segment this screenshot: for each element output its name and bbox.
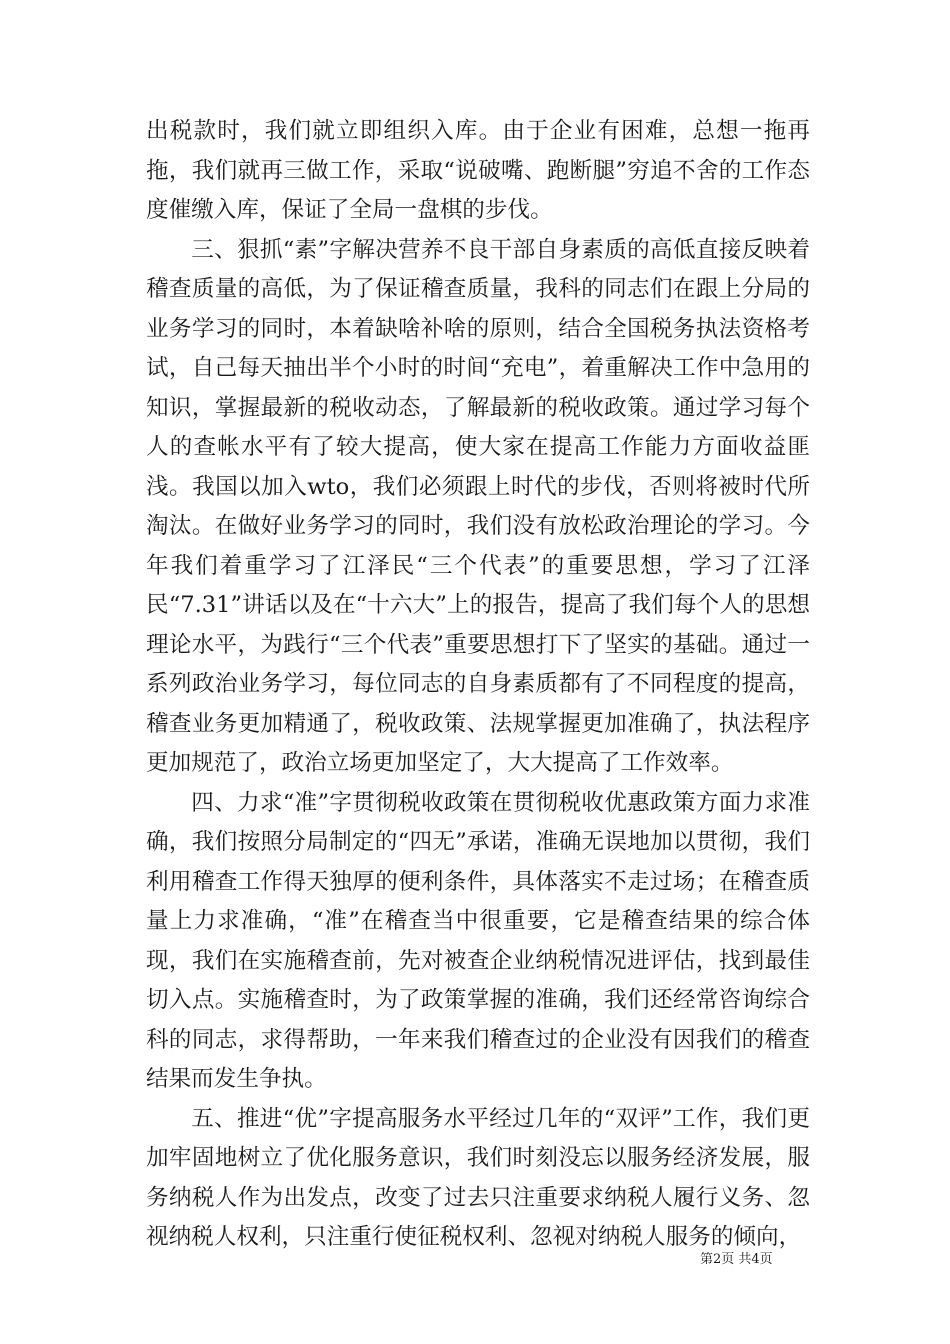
paragraph-1: 出税款时，我们就立即组织入库。由于企业有困难，总想一拖再拖，我们就再三做工作，采取“说破嘴、跑断腿”穷追不舍的工作态度催缴入库，保证了全局一盘棋的步伐。 (146, 118, 810, 223)
paragraph-3-section-four: 四、力求“准”字贯彻税收政策在贯彻税收优惠政策方面力求准确，我们按照分局制定的“四无”承诺，准确无误地加以贯彻，我们利用稽查工作得天独厚的便利条件，具体落实不走过场；在稽查质量上力求准确，“准”在稽查当中很重要，它是稽查结果的综合体现，我们在实施稽查前，先对被查企业纳税情况进评估，找到最佳切入点。实施稽查时，为了政策掌握的准确，我们还经常咨询综合科的同志，求得帮助，一年来我们稽查过的企业没有因我们的稽查结果而发生争执。 (146, 789, 810, 1092)
document-body (146, 112, 810, 1258)
page-number-footer: 第2页 共4页 (700, 1252, 773, 1267)
paragraph-4-section-five: 五、推进“优”字提高服务水平经过几年的“双评”工作，我们更加牢固地树立了优化服务意识，我们时刻没忘以服务经济发展，服务纳税人作为出发点，改变了过去只注重要求纳税人履行义务、忽视纳税人权利，只注重行使征税权利、忽视对纳税人服务的倾向， (146, 1105, 810, 1250)
paragraph-2-section-three: 三、狠抓“素”字解决营养不良干部自身素质的高低直接反映着稽查质量的高低，为了保证稽查质量，我科的同志们在跟上分局的业务学习的同时，本着缺啥补啥的原则，结合全国税务执法资格考试，自己每天抽出半个小时的时间“充电”，着重解决工作中急用的知识，掌握最新的税收动态，了解最新的税收政策。通过学习每个人的查帐水平有了较大提高，使大家在提高工作能力方面收益匪浅。我国以加入wto，我们必须跟上时代的步伐，否则将被时代所淘汰。在做好业务学习的同时，我们没有放松政治理论的学习。今年我们着重学习了江泽民“三个代表”的重要思想，学习了江泽民“7.31”讲话以及在“十六大”上的报告，提高了我们每个人的思想理论水平，为践行“三个代表”重要思想打下了坚实的基础。通过一系列政治业务学习，每位同志的自身素质都有了不同程度的提高，稽查业务更加精通了，税收政策、法规掌握更加准确了，执法程序更加规范了，政治立场更加坚定了，大大提高了工作效率。 (146, 236, 810, 776)
